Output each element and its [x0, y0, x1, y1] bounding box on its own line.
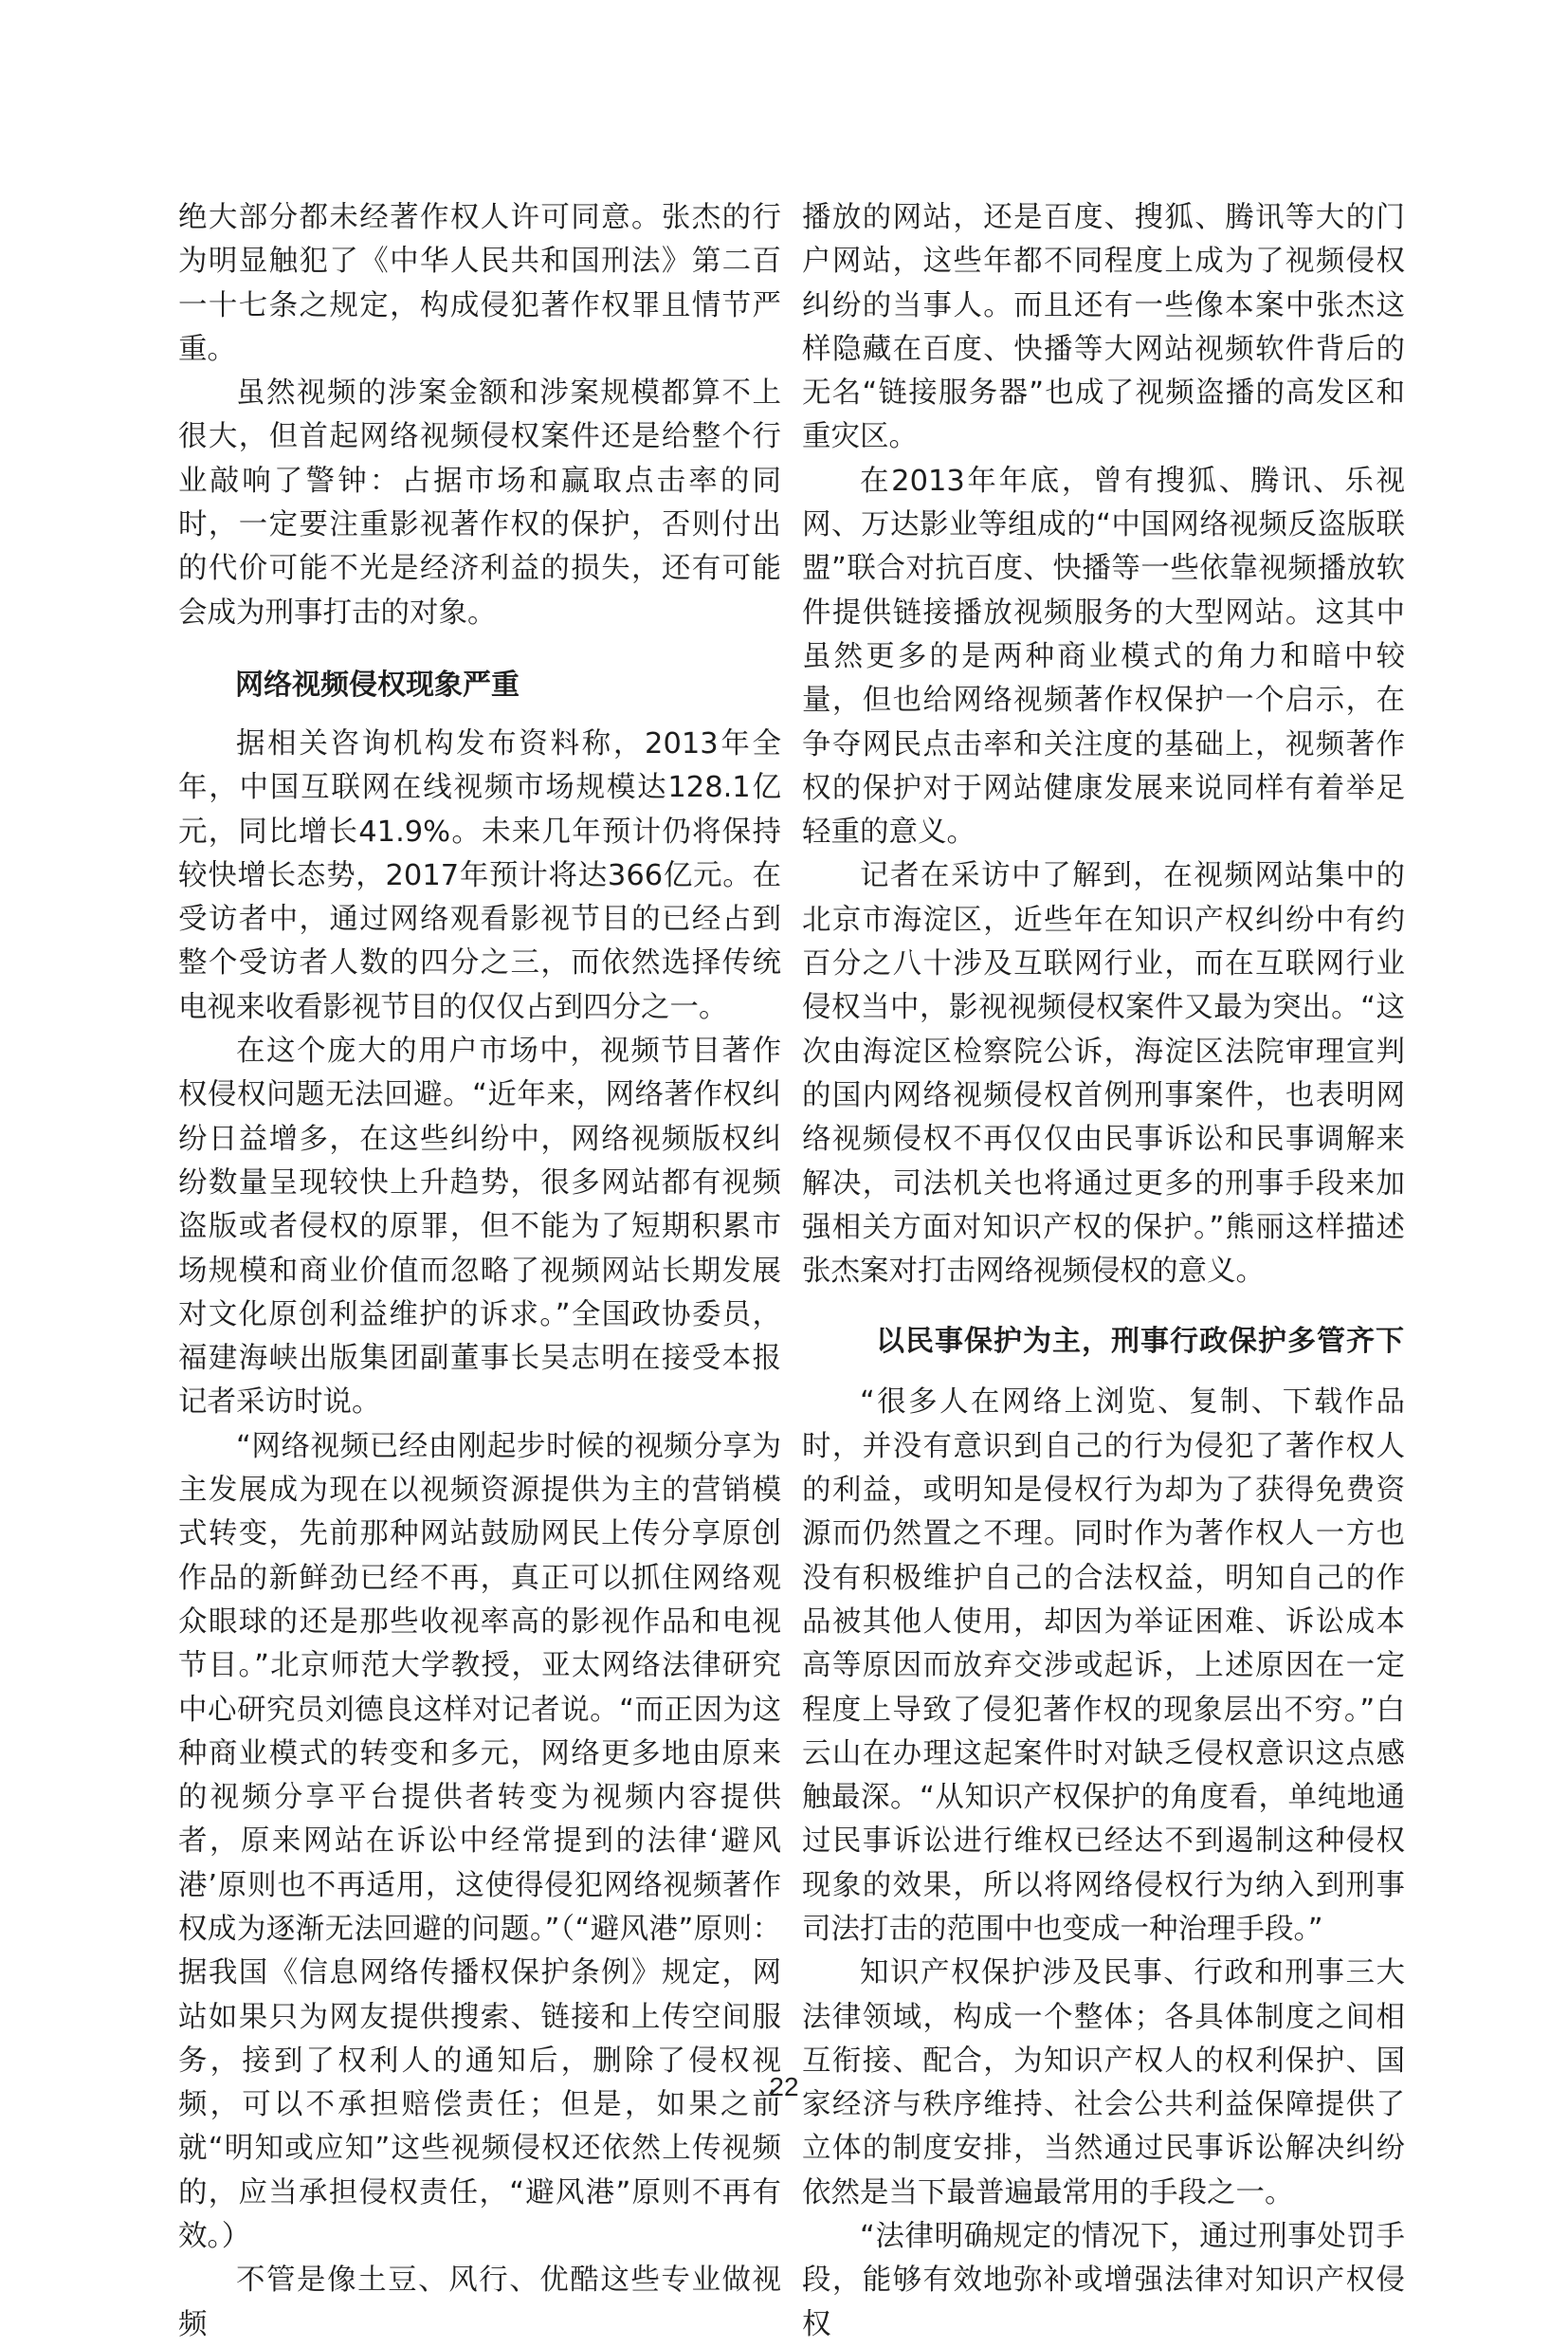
paragraph: 据相关咨询机构发布资料称，2013年全年，中国互联网在线视频市场规模达128.1亿元，同比增长41.9%。未来几年预计仍将保持较快增长态势，2017年预计将达366亿元。在受访者中，通过网络观看影视节目的已经占到整个受访者人数的四分之三，而依然选择传统电视来收看影视节目的仅仅占到四分之一。 — [178, 726, 781, 1024]
paragraph: 记者在采访中了解到，在视频网站集中的北京市海淀区，近些年在知识产权纠纷中有约百分之八十涉及互联网行业，而在互联网行业侵权当中，影视视频侵权案件又最为突出。“这次由海淀区检察院公诉，海淀区法院审理宣判的国内网络视频侵权首例刑事案件，也表明网络视频侵权不再仅仅由民事诉讼和民事调解来解决，司法机关也将通过更多的刑事手段来加强相关方面对知识产权的保护。”熊丽这样描述张杰案对打击网络视频侵权的意义。 — [802, 859, 1405, 1289]
paragraph: 在2013年年底，曾有搜狐、腾讯、乐视网、万达影业等组成的“中国网络视频反盗版联盟”联合对抗百度、快播等一些依靠视频播放软件提供链接播放视频服务的大型网站。这其中虽然更多的是两种商业模式的角力和暗中较量，但也给网络视频著作权保护一个启示，在争夺网民点击率和关注度的基础上，视频著作权的保护对于网站健康发展来说同样有着举足轻重的意义。 — [802, 464, 1405, 850]
paragraph: 知识产权保护涉及民事、行政和刑事三大法律领域，构成一个整体；各具体制度之间相互衔接、配合，为知识产权人的权利保护、国家经济与秩序维持、社会公共利益保障提供了立体的制度安排，当然通过民事诉讼解决纠纷依然是当下最普遍最常用的手段之一。 — [802, 1956, 1405, 2209]
page-number: 22 — [769, 2072, 799, 2101]
section-heading: 以民事保护为主，刑事行政保护多管齐下 — [876, 1325, 1405, 1359]
paragraph: 在这个庞大的用户市场中，视频节目著作权侵权问题无法回避。“近年来，网络著作权纠纷日益增多，在这些纠纷中，网络视频版权纠纷数量呈现较快上升趋势，很多网站都有视频盗版或者侵权的原罪，但不能为了短期积累市场规模和商业价值而忽略了视频网站长期发展对文化原创利益维护的诉求。”全国政协委员，福建海峡出版集团副董事长吴志明在接受本报记者采访时说。 — [178, 1035, 781, 1420]
paragraph: 不管是像土豆、风行、优酷这些专业做视频 — [178, 2264, 781, 2341]
paragraph: “很多人在网络上浏览、复制、下载作品时，并没有意识到自己的行为侵犯了著作权人的利益，或明知是侵权行为却为了获得免费资源而仍然置之不理。同时作为著作权人一方也没有积极维护自己的合法权益，明知自己的作品被其他人使用，却因为举证困难、诉讼成本高等原因而放弃交涉或起诉，上述原因在一定程度上导致了侵犯著作权的现象层出不穷。”白云山在办理这起案件时对缺乏侵权意识这点感触最深。“从知识产权保护的角度看，单纯地通过民事诉讼进行维权已经达不到遏制这种侵权现象的效果，所以将网络侵权行为纳入到刑事司法打击的范围中也变成一种治理手段。” — [802, 1385, 1405, 1946]
left-column — [178, 196, 781, 2347]
paragraph: 绝大部分都未经著作权人许可同意。张杰的行为明显触犯了《中华人民共和国刑法》第二百一十七条之规定，构成侵犯著作权罪且情节严重。 — [178, 201, 781, 366]
section-heading: 网络视频侵权现象严重 — [235, 668, 520, 702]
paragraph: 虽然视频的涉案金额和涉案规模都算不上很大，但首起网络视频侵权案件还是给整个行业敲响了警钟：占据市场和赢取点击率的同时，一定要注重影视著作权的保护，否则付出的代价可能不光是经济利益的损失，还有可能会成为刑事打击的对象。 — [178, 376, 781, 630]
paragraph: “法律明确规定的情况下，通过刑事处罚手段，能够有效地弥补或增强法律对知识产权侵权 — [802, 2220, 1405, 2341]
paragraph: “网络视频已经由刚起步时候的视频分享为主发展成为现在以视频资源提供为主的营销模式转变，先前那种网站鼓励网民上传分享原创作品的新鲜劲已经不再，真正可以抓住网络观众眼球的还是那些收视率高的影视作品和电视节目。”北京师范大学教授，亚太网络法律研究中心研究员刘德良这样对记者说。“而正因为这种商业模式的转变和多元，网络更多地由原来的视频分享平台提供者转变为视频内容提供者，原来网站在诉讼中经常提到的法律‘避风港’原则也不再适用，这使得侵犯网络视频著作权成为逐渐无法回避的问题。”（“避风港”原则：据我国《信息网络传播权保护条例》规定，网站如果只为网友提供搜索、链接和上传空间服务，接到了权利人的通知后，删除了侵权视频，可以不承担赔偿责任；但是，如果之前就“明知或应知”这些视频侵权还依然上传视频的，应当承担侵权责任，“避风港”原则不再有效。） — [178, 1429, 781, 2254]
right-column — [802, 196, 1405, 2347]
paragraph: 播放的网站，还是百度、搜狐、腾讯等大的门户网站，这些年都不同程度上成为了视频侵权纠纷的当事人。而且还有一些像本案中张杰这样隐藏在百度、快播等大网站视频软件背后的无名“链接服务器”也成了视频盗播的高发区和重灾区。 — [802, 201, 1405, 454]
